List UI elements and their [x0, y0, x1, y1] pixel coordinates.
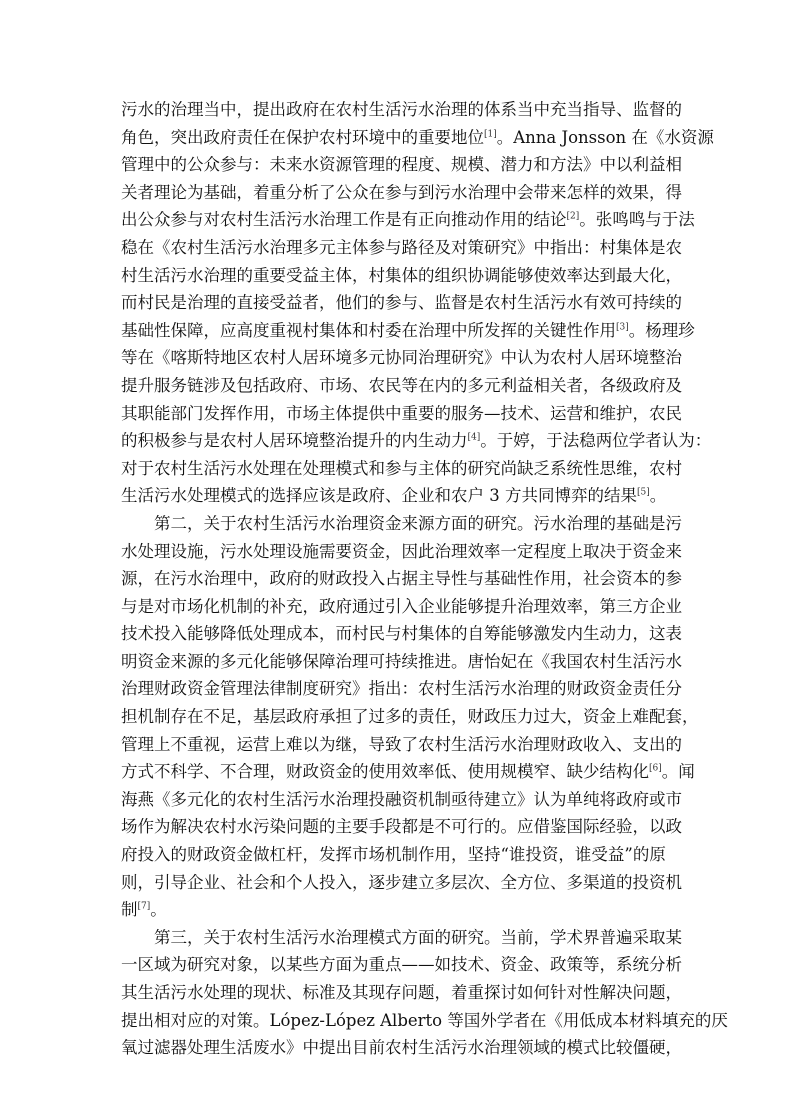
text-line — [121, 262, 682, 290]
text-run: 一区域为研究对象，以某些方面为重点——如技术、资金、政策等，系统分析 — [121, 955, 682, 975]
citation-marker: [6] — [649, 763, 662, 774]
text-line — [121, 979, 682, 1007]
text-line — [121, 786, 682, 814]
text-line — [121, 703, 699, 731]
text-run: 提升服务链涉及包括政府、市场、农民等在内的多元利益相关者，各级政府及 — [121, 375, 682, 395]
text-line — [121, 482, 667, 510]
text-line — [121, 124, 714, 152]
text-run: 场作为解决农村水污染问题的主要手段都是不可行的。应借鉴国际经验，以政 — [121, 817, 682, 837]
text-line — [121, 896, 663, 924]
text-line — [121, 455, 682, 483]
text-run: 污水的治理当中，提出政府在农村生活污水治理的体系当中充当指导、监督的 — [121, 100, 682, 119]
text-run: 第二，关于农村生活污水治理资金来源方面的研究。污水治理的基础是污 — [154, 513, 682, 533]
text-line — [121, 565, 682, 593]
text-line — [121, 344, 682, 372]
citation-marker: [2] — [566, 211, 580, 222]
body-paragraph — [121, 96, 714, 510]
text-run: 等在《喀斯特地区农村人居环境多元协同治理研究》中认为农村人居环境整治 — [121, 348, 682, 368]
text-line — [121, 675, 682, 703]
text-run: 基础性保障，应高度重视村集体和村委在治理中所发挥的关键性作用 — [121, 320, 616, 340]
text-run: 源，在污水治理中，政府的财政投入占据主导性与基础性作用，社会资本的参 — [121, 569, 682, 589]
citation-marker: [1] — [484, 129, 497, 140]
text-run: 村生活污水治理的重要受益主体，村集体的组织协调能够使效率达到最大化， — [121, 265, 682, 285]
text-line — [121, 758, 695, 786]
text-line — [121, 538, 682, 566]
text-run: 海燕《多元化的农村生活污水治理投融资机制亟待建立》认为单纯将政府或市 — [121, 789, 682, 809]
document-page — [121, 96, 728, 1062]
text-line — [121, 593, 682, 621]
text-line — [121, 427, 712, 455]
text-run: 。 — [649, 486, 667, 506]
citation-marker: [5] — [637, 487, 650, 498]
text-run: 制 — [121, 900, 138, 920]
text-run: 担机制存在不足，基层政府承担了过多的责任，财政压力过大，资金上难配套， — [121, 707, 699, 727]
text-run: 提出相对应的对策。López-López Alberto 等国外学者在《用低成本材料填充的厌 — [121, 1010, 728, 1030]
text-line — [121, 731, 682, 759]
text-line — [121, 372, 682, 400]
text-run: 治理财政资金管理法律制度研究》指出：农村生活污水治理的财政资金责任分 — [121, 679, 682, 699]
text-run: 管理中的公众参与：未来水资源管理的程度、规模、潜力和方法》中以利益相 — [121, 155, 682, 175]
text-run: 其生活污水处理的现状、标准及其现存问题，着重探讨如何针对性解决问题， — [121, 983, 682, 1002]
text-line — [121, 841, 666, 869]
text-line — [121, 869, 682, 897]
text-line — [121, 151, 682, 179]
text-run: 而村民是治理的直接受益者，他们的参与、监督是农村生活污水有效可持续的 — [121, 293, 682, 313]
text-run: 。杨理珍 — [628, 320, 695, 340]
citation-marker: [3] — [616, 322, 629, 333]
text-run: 明资金来源的多元化能够保障治理可持续推进。唐怡妃在《我国农村生活污水 — [121, 651, 682, 671]
text-run: 水处理设施，污水处理设施需要资金，因此治理效率一定程度上取决于资金来 — [121, 541, 682, 561]
text-run: 。于婷，于法稳两位学者认为： — [480, 431, 712, 451]
text-run: 技术投入能够降低处理成本，而村民与村集体的自筹能够激发内生动力，这表 — [121, 624, 682, 644]
text-run: 出公众参与对农村生活污水治理工作是有正向推动作用的结论 — [121, 210, 567, 230]
text-run: 则，引导企业、社会和个人投入，逐步建立多层次、全方位、多渠道的投资机 — [121, 872, 682, 892]
text-line — [121, 317, 695, 345]
citation-marker: [4] — [467, 432, 481, 443]
text-line — [121, 951, 682, 979]
text-run: 方式不科学、不合理，财政资金的使用效率低、使用规模窄、缺少结构化 — [121, 762, 649, 782]
text-line — [121, 289, 682, 317]
text-line — [121, 1034, 682, 1062]
text-run: 对于农村生活污水处理在处理模式和参与主体的研究尚缺乏系统性思维，农村 — [121, 458, 682, 478]
text-run: 的积极参与是农村人居环境整治提升的内生动力 — [121, 431, 468, 451]
text-line — [121, 179, 682, 207]
text-run: 。 — [150, 900, 167, 920]
text-line — [121, 96, 682, 124]
text-run: 。Anna Jonsson 在《水资源 — [496, 127, 714, 147]
text-run: 。张鸣鸣与于法 — [579, 210, 695, 230]
body-paragraph — [121, 924, 728, 1062]
text-line — [121, 813, 682, 841]
text-run: 氧过滤器处理生活废水》中提出目前农村生活污水治理领域的模式比较僵硬， — [121, 1038, 682, 1058]
text-run: 管理上不重视，运营上难以为继，导致了农村生活污水治理财政收入、支出的 — [121, 734, 682, 754]
text-run: 。闻 — [661, 762, 695, 782]
text-line — [121, 924, 682, 952]
text-run: 第三，关于农村生活污水治理模式方面的研究。当前，学术界普遍采取某 — [154, 927, 682, 947]
text-line — [121, 1007, 728, 1035]
text-run: 角色，突出政府责任在保护农村环境中的重要地位 — [121, 127, 484, 147]
text-line — [121, 510, 682, 538]
text-line — [121, 234, 682, 262]
text-line — [121, 620, 682, 648]
text-line — [121, 648, 682, 676]
citation-marker: [7] — [137, 901, 151, 912]
text-run: 其职能部门发挥作用，市场主体提供中重要的服务—技术、运营和维护，农民 — [121, 403, 682, 423]
text-line — [121, 400, 682, 428]
text-line — [121, 206, 695, 234]
text-run: 生活污水处理模式的选择应该是政府、企业和农户 3 方共同博弈的结果 — [121, 486, 637, 506]
text-run: 稳在《农村生活污水治理多元主体参与路径及对策研究》中指出：村集体是农 — [121, 237, 682, 257]
text-run: 府投入的财政资金做杠杆，发挥市场机制作用，坚持“谁投资，谁受益”的原 — [121, 845, 666, 865]
text-run: 与是对市场化机制的补充，政府通过引入企业能够提升治理效率，第三方企业 — [121, 596, 682, 616]
body-paragraph — [121, 510, 699, 924]
text-run: 关者理论为基础，着重分析了公众在参与到污水治理中会带来怎样的效果，得 — [121, 182, 682, 202]
